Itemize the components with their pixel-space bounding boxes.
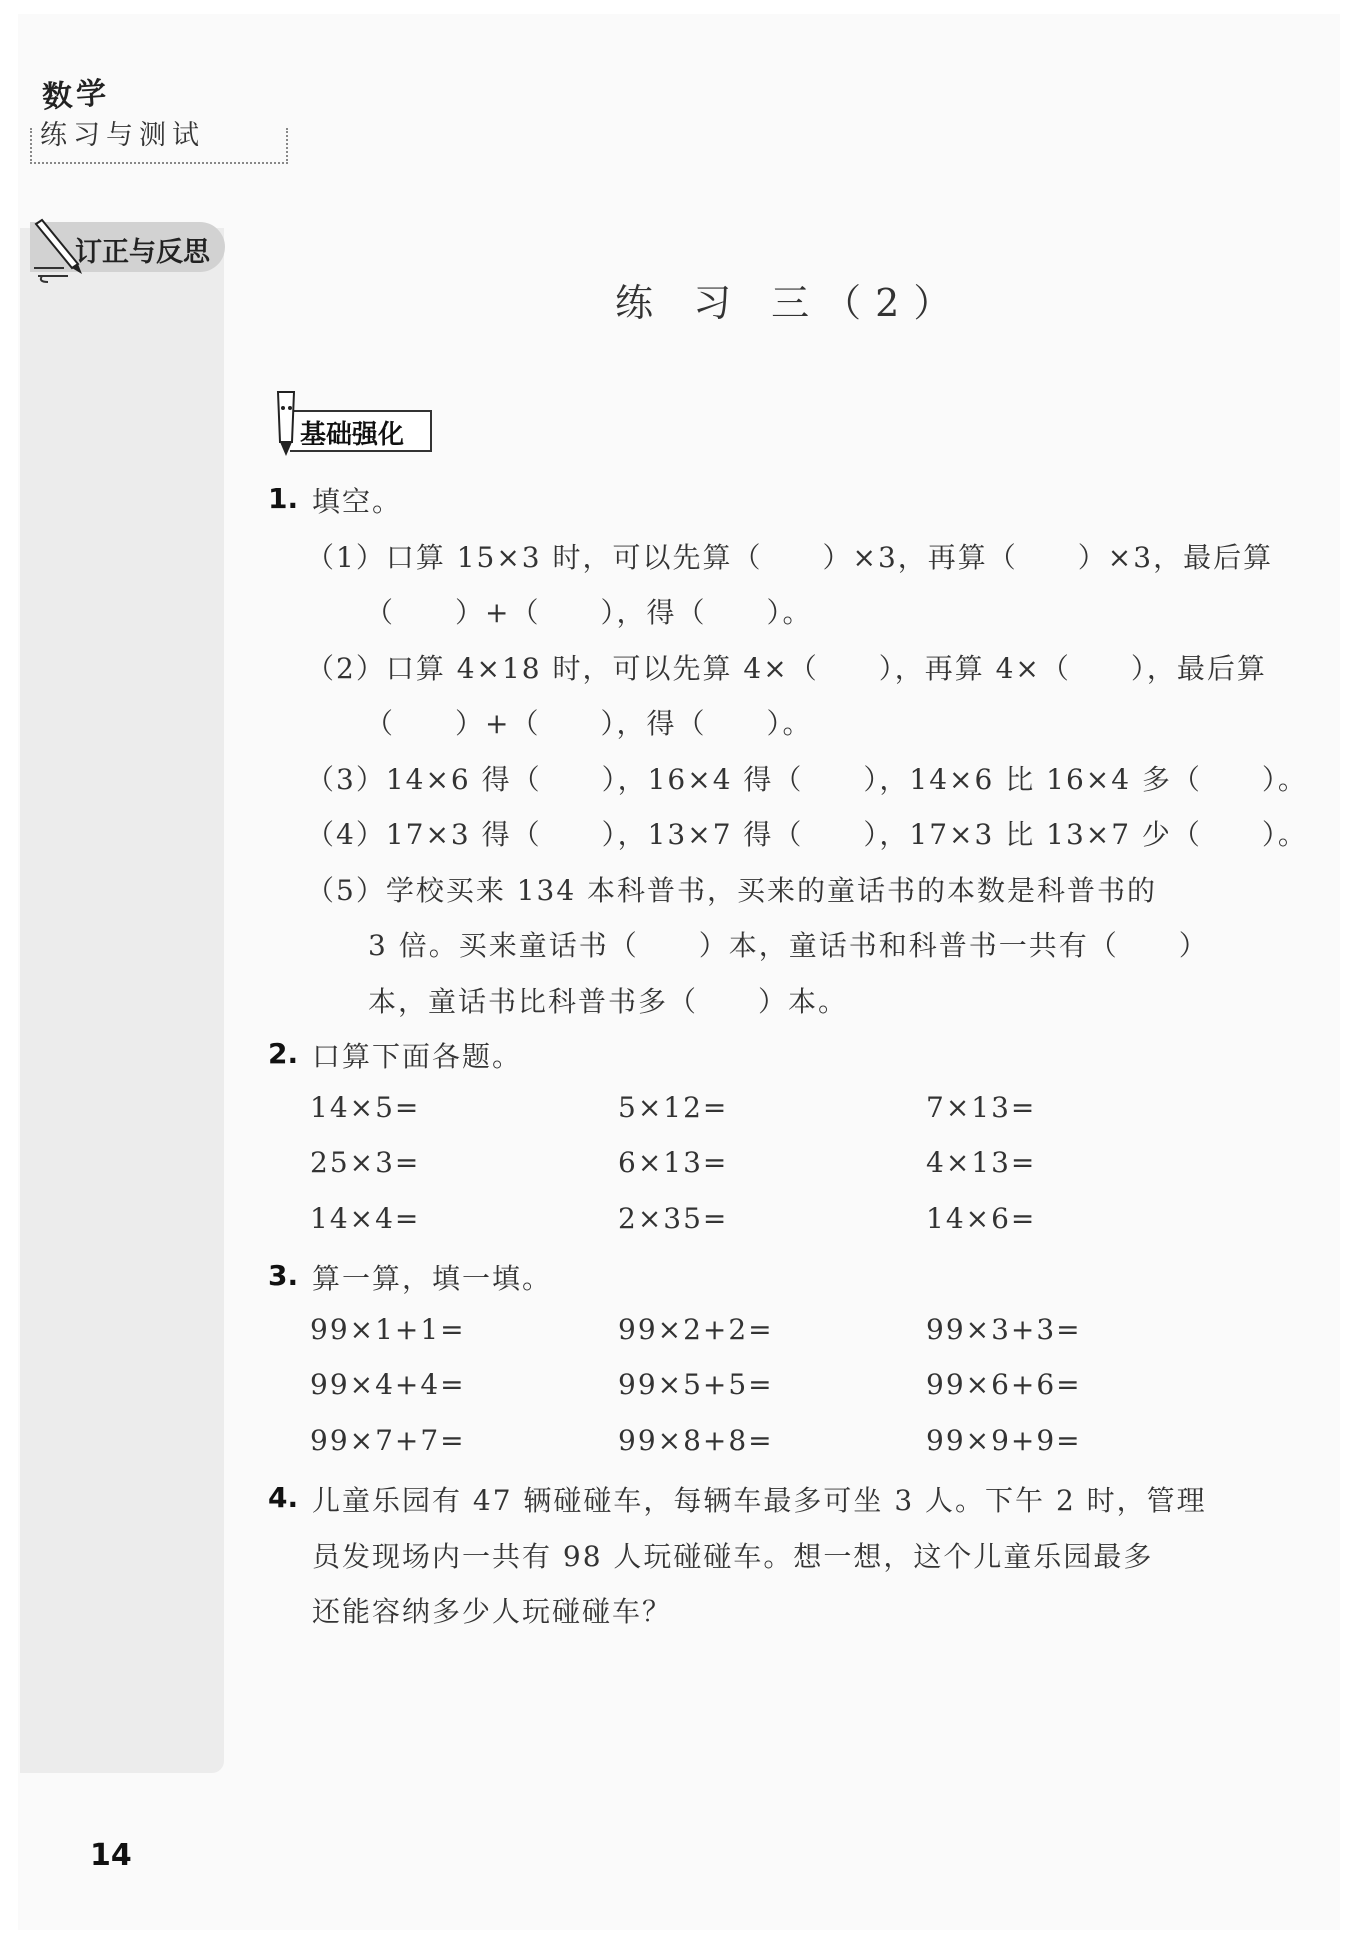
question-stem: 算一算，填一填。	[312, 1262, 553, 1295]
question-number: 1.	[268, 482, 299, 515]
calc-item: 99×3+3=	[926, 1313, 1082, 1346]
calc-item: 99×5+5=	[618, 1368, 774, 1401]
calc-item: 99×6+6=	[926, 1368, 1082, 1401]
subject-label: 数学	[41, 75, 112, 116]
q1-item-line: （ ）+（ ），得（ ）。	[365, 707, 813, 740]
oral-calc-item: 5×12=	[618, 1091, 729, 1124]
question-number: 4.	[268, 1481, 299, 1514]
q1-item-line: 本，童话书比科普书多（ ）本。	[368, 985, 849, 1018]
page-title: 练 习 三（2）	[615, 281, 966, 325]
header-dotted-frame	[30, 128, 288, 164]
calc-item: 99×9+9=	[926, 1424, 1082, 1457]
q1-item-line: （ ）+（ ），得（ ）。	[365, 596, 813, 629]
word-problem-line: 还能容纳多少人玩碰碰车？	[312, 1595, 673, 1628]
oral-calc-item: 14×5=	[310, 1091, 421, 1124]
calc-item: 99×1+1=	[310, 1313, 466, 1346]
oral-calc-item: 14×6=	[926, 1202, 1037, 1235]
q1-item-line: （5）学校买来 134 本科普书，买来的童话书的本数是科普书的	[306, 874, 1158, 907]
correction-sidebar	[20, 228, 224, 1773]
q1-item-line: （2）口算 4×18 时，可以先算 4×（ ），再算 4×（ ），最后算	[306, 652, 1267, 685]
calc-item: 99×2+2=	[618, 1313, 774, 1346]
calc-item: 99×7+7=	[310, 1424, 466, 1457]
pencil-icon	[268, 388, 302, 460]
oral-calc-item: 6×13=	[618, 1146, 729, 1179]
sidebar-label: 订正与反思	[75, 237, 210, 268]
oral-calc-item: 25×3=	[310, 1146, 421, 1179]
oral-calc-item: 2×35=	[618, 1202, 729, 1235]
question-stem: 口算下面各题。	[312, 1040, 523, 1073]
word-problem-line: 员发现场内一共有 98 人玩碰碰车。想一想，这个儿童乐园最多	[312, 1540, 1154, 1573]
question-number: 2.	[268, 1037, 299, 1070]
question-number: 3.	[268, 1259, 299, 1292]
oral-calc-item: 14×4=	[310, 1202, 421, 1235]
question-stem: 填空。	[312, 485, 403, 518]
calc-item: 99×4+4=	[310, 1368, 466, 1401]
word-problem-line: 儿童乐园有 47 辆碰碰车，每辆车最多可坐 3 人。下午 2 时，管理	[312, 1484, 1207, 1517]
oral-calc-item: 7×13=	[926, 1091, 1037, 1124]
q1-item-line: （4）17×3 得（ ），13×7 得（ ），17×3 比 13×7 少（ ）。	[306, 818, 1308, 851]
section-label: 基础强化	[300, 420, 405, 450]
q1-item-line: （1）口算 15×3 时，可以先算（ ）×3，再算（ ）×3，最后算	[306, 541, 1274, 574]
book-title: 练习与测试	[40, 120, 205, 151]
oral-calc-item: 4×13=	[926, 1146, 1037, 1179]
q1-item-line: 3 倍。买来童话书（ ）本，童话书和科普书一共有（ ）	[368, 929, 1209, 962]
page-number: 14	[90, 1838, 132, 1873]
q1-item-line: （3）14×6 得（ ），16×4 得（ ），14×6 比 16×4 多（ ）。	[306, 763, 1308, 796]
calc-item: 99×8+8=	[618, 1424, 774, 1457]
